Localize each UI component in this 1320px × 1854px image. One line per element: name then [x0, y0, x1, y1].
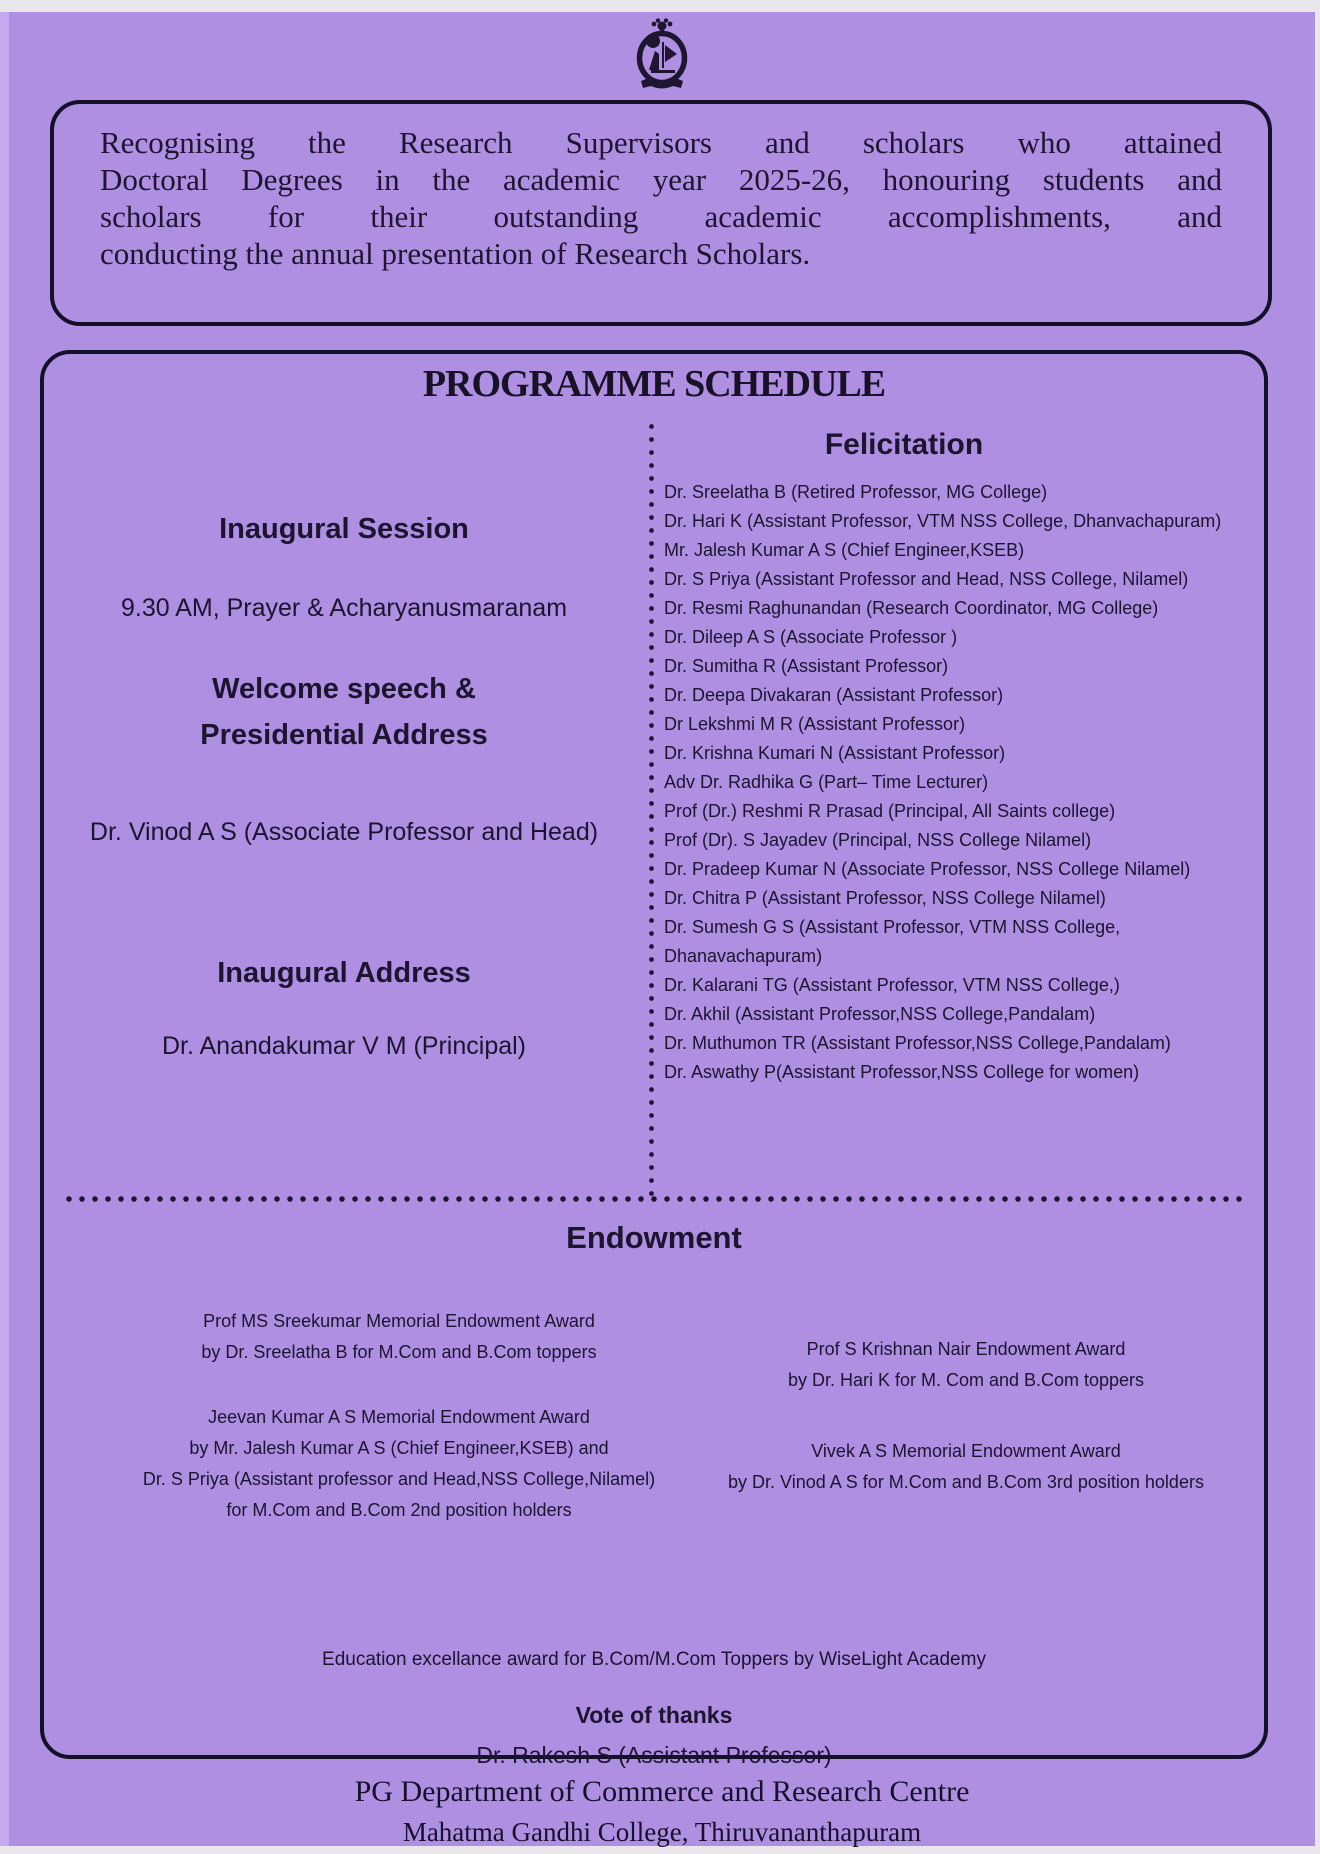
felicitation-list — [664, 478, 1244, 1087]
award-line: Jeevan Kumar A S Memorial Endowment Award — [208, 1407, 590, 1427]
vertical-dotted-divider — [649, 424, 654, 1196]
award-line: by Dr. Vinod A S for M.Com and B.Com 3rd position holders — [728, 1472, 1204, 1492]
felicitation-item: Dr. Akhil (Assistant Professor,NSS College,Pandalam) — [664, 1004, 1096, 1024]
welcome-speech-heading — [64, 666, 624, 758]
felicitation-item: Dr. Muthumon TR (Assistant Professor,NSS College,Pandalam) — [664, 1033, 1171, 1053]
felicitation-item: Dr. Sreelatha B (Retired Professor, MG College) — [664, 482, 1048, 502]
horizontal-dotted-divider — [66, 1196, 1248, 1202]
felicitation-item: Dr. Deepa Divakaran (Assistant Professor) — [664, 685, 1004, 705]
programme-schedule-title: PROGRAMME SCHEDULE — [422, 363, 886, 405]
welcome-speech-line2: Presidential Address — [200, 719, 488, 751]
inaugural-session-heading: Inaugural Session — [219, 513, 469, 545]
award-line: by Mr. Jalesh Kumar A S (Chief Engineer,KSEB) and — [189, 1438, 609, 1458]
inaugural-speaker: Dr. Anandakumar V M (Principal) — [161, 1032, 527, 1060]
felicitation-item: Dr. Dileep A S (Associate Professor ) — [664, 627, 958, 647]
department-name: PG Department of Commerce and Research Centre — [354, 1775, 970, 1808]
award-line: Prof S Krishnan Nair Endowment Award — [806, 1339, 1126, 1359]
felicitation-item: Dr. Hari K (Assistant Professor, VTM NSS College, Dhanvachapuram) — [664, 511, 1222, 531]
inaugural-address-heading: Inaugural Address — [217, 957, 471, 989]
felicitation-item: Mr. Jalesh Kumar A S (Chief Engineer,KSEB) — [664, 540, 1025, 560]
felicitation-item: Dr. Aswathy P(Assistant Professor,NSS College for women) — [664, 1062, 1140, 1082]
felicitation-item: Prof (Dr). S Jayadev (Principal, NSS College Nilamel) — [664, 830, 1092, 850]
intro-text-line: scholars for their outstanding academic accomplishments, and — [100, 199, 1222, 234]
vote-of-thanks-heading: Vote of thanks — [575, 1702, 733, 1728]
award-line: by Dr. Hari K for M. Com and B.Com toppers — [787, 1370, 1145, 1390]
prayer-item: 9.30 AM, Prayer & Acharyanusmaranam — [120, 594, 568, 622]
felicitation-item: Dr. Kalarani TG (Assistant Professor, VTM NSS College,) — [664, 975, 1120, 995]
felicitation-item: Dr. Resmi Raghunandan (Research Coordinator, MG College) — [664, 598, 1159, 618]
felicitation-item: Dr. Pradeep Kumar N (Associate Professor, NSS College Nilamel) — [664, 859, 1191, 879]
felicitation-item: Dr Lekshmi M R (Assistant Professor) — [664, 714, 966, 734]
felicitation-item: Dr. Krishna Kumari N (Assistant Professor) — [664, 743, 1006, 763]
intro-text-line: conducting the annual presentation of Research Scholars. — [100, 236, 811, 271]
award-line: by Dr. Sreelatha B for M.Com and B.Com toppers — [201, 1342, 597, 1362]
scan-edge — [0, 12, 9, 1846]
felicitation-item: Dr. Sumesh G S (Assistant Professor, VTM NSS College, Dhanavachapuram) — [664, 917, 1121, 966]
intro-text-line: Recognising the Research Supervisors and scholars who attained — [100, 125, 1222, 160]
intro-text-line: Doctoral Degrees in the academic year 2025-26, honouring students and — [100, 162, 1222, 197]
vote-of-thanks-name: Dr. Rakesh S (Assistant Professor) — [476, 1742, 832, 1768]
endowment-heading: Endowment — [566, 1220, 742, 1255]
intro-box — [50, 100, 1272, 326]
felicitation-item: Dr. S Priya (Assistant Professor and Head, NSS College, Nilamel) — [664, 569, 1189, 589]
felicitation-item: Dr. Sumitha R (Assistant Professor) — [664, 656, 949, 676]
award-line: Prof MS Sreekumar Memorial Endowment Award — [203, 1311, 595, 1331]
award-line: Vivek A S Memorial Endowment Award — [811, 1441, 1121, 1461]
college-emblem-logo — [631, 18, 693, 92]
endowment-award-vivek — [666, 1436, 1266, 1498]
award-line: Dr. S Priya (Assistant professor and Head,NSS College,Nilamel) — [142, 1469, 656, 1489]
education-excellence-award: Education excellance award for B.Com/M.Com Toppers by WiseLight Academy — [322, 1649, 986, 1670]
college-name: Mahatma Gandhi College, Thiruvananthapuram — [402, 1817, 922, 1847]
endowment-award-krishnan-nair — [666, 1334, 1266, 1396]
welcome-speaker: Dr. Vinod A S (Associate Professor and Head) — [89, 818, 599, 846]
endowment-award-sreekumar — [99, 1306, 699, 1368]
endowment-award-jeevan-kumar — [99, 1402, 699, 1526]
felicitation-item: Dr. Chitra P (Assistant Professor, NSS College Nilamel) — [664, 888, 1106, 908]
award-line: for M.Com and B.Com 2nd position holders — [226, 1500, 572, 1520]
felicitation-item: Prof (Dr.) Reshmi R Prasad (Principal, All Saints college) — [664, 801, 1116, 821]
programme-poster — [9, 12, 1315, 1846]
felicitation-heading: Felicitation — [824, 428, 984, 461]
felicitation-item: Adv Dr. Radhika G (Part– Time Lecturer) — [664, 772, 989, 792]
programme-schedule-box — [40, 350, 1268, 1768]
welcome-speech-line1: Welcome speech & — [212, 673, 476, 705]
